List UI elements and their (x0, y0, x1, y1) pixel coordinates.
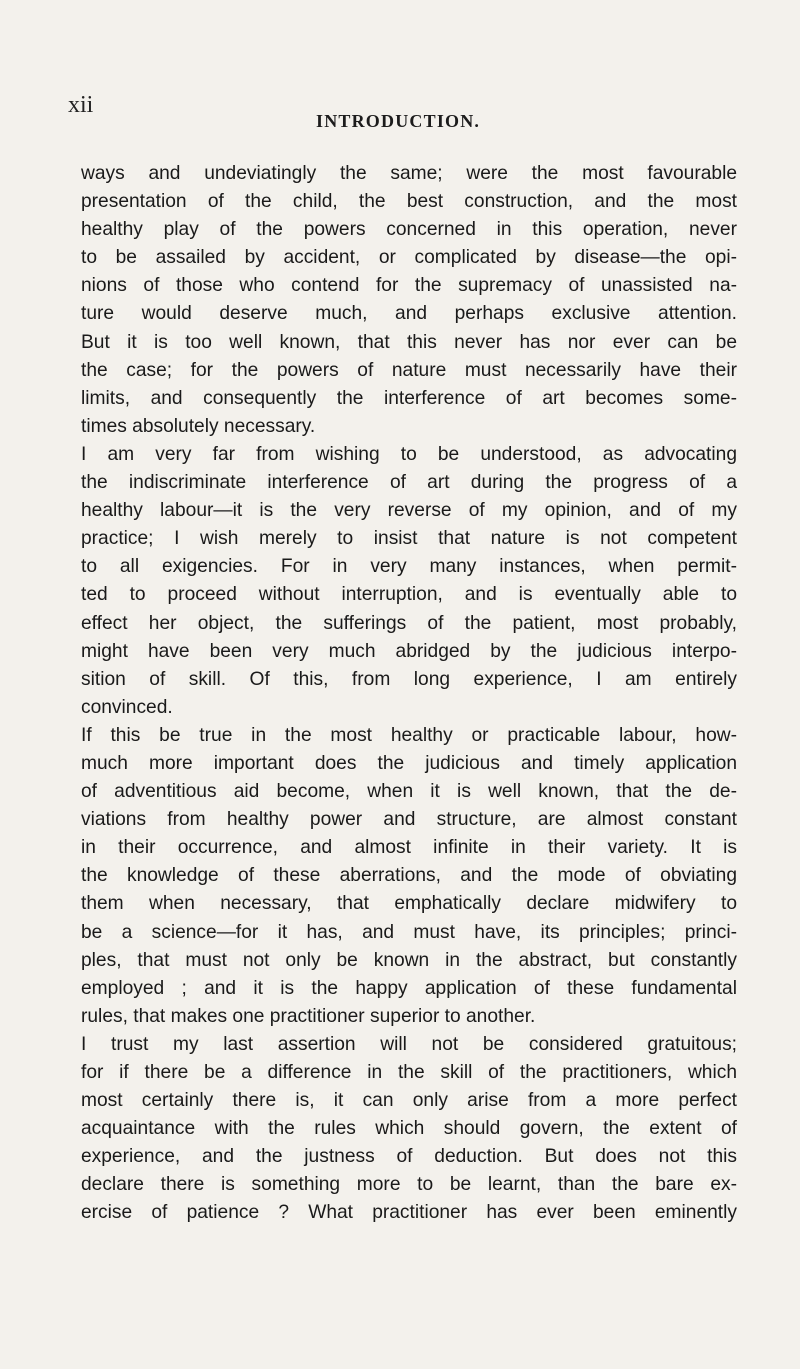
text-line: I trust my last assertion will not be considered gratuitous; (81, 1033, 737, 1055)
text-line: I am very far from wishing to be understood, as advocating (81, 443, 737, 465)
text-line: limits, and consequently the interference of art becomes some- (81, 387, 737, 409)
running-head-title: INTRODUCTION. (316, 111, 481, 131)
text-line: ture would deserve much, and perhaps exclusive attention. (81, 303, 737, 325)
text-line: times absolutely necessary. (81, 415, 316, 437)
text-line: the indiscriminate interference of art during the progress of a (81, 472, 737, 494)
text-line: the case; for the powers of nature must necessarily have their (81, 359, 737, 381)
running-head (68, 92, 738, 140)
text-line: effect her object, the sufferings of the patient, most probably, (81, 612, 737, 634)
text-line: most certainly there is, it can only arise from a more perfect (81, 1090, 737, 1112)
text-line: rules, that makes one practitioner superior to another. (81, 1005, 536, 1027)
text-line: to all exigencies. For in very many instances, when permit- (81, 556, 737, 578)
text-line: sition of skill. Of this, from long experience, I am entirely (81, 668, 737, 690)
text-line: in their occurrence, and almost infinite in their variety. It is (81, 837, 737, 859)
text-line: employed ; and it is the happy application of these fundamental (81, 977, 737, 999)
text-line: If this be true in the most healthy or practicable labour, how- (81, 724, 737, 746)
text-line: ways and undeviatingly the same; were the most favourable (81, 163, 737, 184)
text-line: ercise of patience ? What practitioner has ever been eminently (81, 1202, 737, 1224)
body-text (81, 160, 737, 1228)
text-line: declare there is something more to be learnt, than the bare ex- (81, 1174, 737, 1196)
text-line: much more important does the judicious and timely application (81, 752, 737, 774)
text-line: presentation of the child, the best construction, and the most (81, 191, 737, 213)
text-line: might have been very much abridged by the judicious interpo- (81, 640, 737, 662)
text-line: ted to proceed without interruption, and is eventually able to (81, 584, 737, 606)
text-line: ples, that must not only be known in the abstract, but constantly (81, 949, 737, 971)
text-line: healthy labour—it is the very reverse of my opinion, and of my (81, 500, 737, 522)
text-line: acquaintance with the rules which should govern, the extent of (81, 1118, 737, 1140)
text-line: experience, and the justness of deduction. But does not this (81, 1146, 737, 1168)
page-number: xii (68, 92, 94, 118)
text-line: them when necessary, that emphatically declare midwifery to (81, 893, 737, 915)
text-line: But it is too well known, that this never has nor ever can be (81, 331, 737, 353)
text-line: be a science—for it has, and must have, its principles; princi- (81, 921, 737, 943)
text-line: to be assailed by accident, or complicated by disease—the opi- (81, 247, 737, 269)
text-line: practice; I wish merely to insist that nature is not competent (81, 528, 737, 550)
text-line: of adventitious aid become, when it is well known, that the de- (81, 781, 737, 803)
text-line: for if there be a difference in the skill of the practitioners, which (81, 1062, 737, 1083)
text-line: convinced. (81, 696, 173, 718)
text-line: viations from healthy power and structure, are almost constant (81, 809, 737, 831)
text-line: healthy play of the powers concerned in this operation, never (81, 219, 737, 241)
text-line: nions of those who contend for the supremacy of unassisted na- (81, 275, 737, 297)
text-line: the knowledge of these aberrations, and the mode of obviating (81, 865, 737, 887)
